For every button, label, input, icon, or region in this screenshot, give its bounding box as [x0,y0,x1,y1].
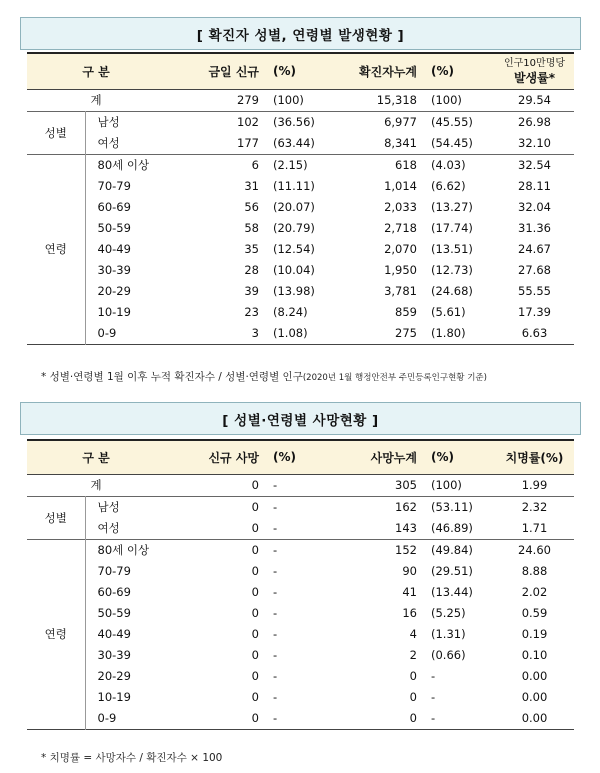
cell-new: 0 [251,500,259,514]
cases-header-row [27,53,574,89]
cell-cum: 4 [409,627,417,641]
cell-cum-pct: (12.73) [431,263,473,277]
cell-rate: 2.02 [521,585,548,599]
table-row [27,603,574,624]
footnote-fatality [41,750,222,765]
cell-rate: 55.55 [518,284,551,298]
cell-new-pct: (20.07) [273,200,315,214]
section2-title: [ 성별·연령별 사망현황 ] [20,402,581,435]
header-new-today: 금일 신규 [165,53,265,89]
cell-cum-pct: (24.68) [431,284,473,298]
cell-cum-pct: (54.45) [431,136,473,150]
header-fatality-rate: 치명률(%) [495,440,574,474]
table-row [27,518,574,540]
header-category: 구 분 [27,440,165,474]
cell-cum-pct: (5.25) [431,606,466,620]
cell-new-pct: (8.24) [273,305,308,319]
cell-new-pct: - [273,585,278,599]
cell-new: 102 [237,115,259,129]
deaths-table [27,439,574,730]
footnote-fatality-main: * 치명률 = 사망자수 / 확진자수 × 100 [41,752,223,764]
table-row [27,323,574,345]
cell-cum-pct: (45.55) [431,115,473,129]
row-label: 10-19 [97,690,131,704]
header-pct: (%) [265,440,337,474]
cell-cum: 1,014 [384,179,417,193]
table-row [27,302,574,323]
table-row [27,133,574,155]
table-row [27,645,574,666]
cell-rate: 24.60 [518,543,551,557]
cases-table [27,52,574,345]
cell-cum-pct: (53.11) [431,500,473,514]
cell-rate: 27.68 [518,263,551,277]
cell-cum-pct: (0.66) [431,648,466,662]
cell-new: 0 [251,690,259,704]
cell-new: 31 [244,179,259,193]
cell-rate: 0.59 [521,606,548,620]
cell-cum: 2,033 [384,200,417,214]
cell-cum-pct: (17.74) [431,221,473,235]
row-label: 30-39 [97,263,131,277]
header-cumulative: 사망누계 [337,440,423,474]
cell-new: 0 [251,543,259,557]
cell-rate: 0.19 [521,627,548,641]
row-label: 20-29 [97,669,131,683]
row-label: 70-79 [97,179,131,193]
cell-new: 6 [251,158,259,172]
row-label: 계 [90,478,102,492]
cell-new-pct: - [273,648,278,662]
cell-new: 28 [244,263,259,277]
table-row [27,239,574,260]
table-row [27,176,574,197]
cell-cum-pct: (46.89) [431,521,473,535]
header-pct2: (%) [423,53,495,89]
cell-cum: 618 [395,158,417,172]
cell-rate: 32.10 [518,136,551,150]
cell-cum: 305 [395,478,417,492]
cell-rate: 26.98 [518,115,551,129]
footnote-incidence [41,369,487,384]
cell-new: 39 [244,284,259,298]
cell-rate: 0.00 [521,669,548,683]
row-label: 남성 [97,500,120,514]
header-rate-line2: 발생률* [513,71,556,86]
cell-cum-pct: (100) [431,93,462,107]
deaths-header-row [27,440,574,474]
cell-cum: 2,070 [384,242,417,256]
cell-new: 0 [251,521,259,535]
cell-cum: 15,318 [376,93,417,107]
cell-cum: 0 [409,690,417,704]
table-row [27,89,574,111]
cell-cum-pct: (13.44) [431,585,473,599]
cell-cum-pct: - [431,711,436,725]
cell-new: 58 [244,221,259,235]
cell-new: 0 [251,585,259,599]
cell-cum-pct: (4.03) [431,158,466,172]
cell-cum: 8,341 [384,136,417,150]
cell-new: 0 [251,564,259,578]
cell-rate: 24.67 [518,242,551,256]
table-row [27,687,574,708]
row-label: 여성 [97,136,120,150]
cell-new: 35 [244,242,259,256]
cell-cum-pct: (13.51) [431,242,473,256]
table-row [27,539,574,561]
header-pct: (%) [265,53,337,89]
cell-cum: 3,781 [384,284,417,298]
row-label: 0-9 [97,326,117,340]
header-category: 구 분 [27,53,165,89]
table-row [27,624,574,645]
cell-rate: 0.00 [521,690,548,704]
group-label-age: 연령 [27,539,85,729]
header-rate [495,53,574,89]
row-label: 0-9 [97,711,117,725]
cell-cum-pct: (49.84) [431,543,473,557]
row-label: 60-69 [97,585,131,599]
row-label: 50-59 [97,606,131,620]
table-row [27,561,574,582]
row-label: 40-49 [97,242,131,256]
footnote-incidence-main: * 성별·연령별 1월 이후 누적 확진자수 / 성별·연령별 인구 [41,371,303,383]
cell-new: 23 [244,305,259,319]
header-cumulative: 확진자누계 [337,53,423,89]
row-label: 10-19 [97,305,131,319]
cell-rate: 1.99 [521,478,548,492]
cell-cum-pct: - [431,669,436,683]
cell-rate: 8.88 [521,564,548,578]
table-row [27,582,574,603]
cell-new: 279 [237,93,259,107]
cell-rate: 2.32 [521,500,548,514]
table-row [27,474,574,496]
cell-cum: 41 [402,585,417,599]
table-row [27,260,574,281]
cell-cum-pct: (13.27) [431,200,473,214]
section1-title: [ 확진자 성별, 연령별 발생현황 ] [20,17,581,50]
cell-cum-pct: (6.62) [431,179,466,193]
cell-new-pct: - [273,521,278,535]
cell-cum: 90 [402,564,417,578]
cell-new-pct: - [273,606,278,620]
row-label: 남성 [97,115,120,129]
header-new-deaths: 신규 사망 [165,440,265,474]
cell-new-pct: (63.44) [273,136,315,150]
header-rate-line1: 인구10만명당 [503,58,566,70]
cell-cum: 6,977 [384,115,417,129]
cell-cum-pct: (100) [431,478,462,492]
row-label: 70-79 [97,564,131,578]
cell-new: 0 [251,627,259,641]
cell-rate: 17.39 [518,305,551,319]
cell-cum: 0 [409,669,417,683]
cell-rate: 28.11 [518,179,551,193]
table-row [27,496,574,518]
footnote-incidence-source: (2020년 1월 행정안전부 주민등록인구현황 기준) [302,373,487,383]
cell-cum: 162 [395,500,417,514]
cell-new-pct: - [273,669,278,683]
row-label: 60-69 [97,200,131,214]
cell-cum: 2 [409,648,417,662]
cell-new: 177 [237,136,259,150]
table-row [27,218,574,239]
cell-new-pct: - [273,711,278,725]
cell-rate: 32.04 [518,200,551,214]
cell-rate: 29.54 [518,93,551,107]
group-label-sex: 성별 [27,496,85,539]
cell-cum: 0 [409,711,417,725]
row-label: 40-49 [97,627,131,641]
cell-new-pct: (11.11) [273,179,315,193]
cell-new: 0 [251,648,259,662]
cell-new-pct: (100) [273,93,304,107]
cell-new-pct: - [273,500,278,514]
table-row [27,666,574,687]
cell-new-pct: - [273,690,278,704]
cell-new-pct: (10.04) [273,263,315,277]
cell-new-pct: (12.54) [273,242,315,256]
cell-new: 56 [244,200,259,214]
cell-cum: 2,718 [384,221,417,235]
table-row [27,111,574,133]
row-label: 여성 [97,521,120,535]
row-label: 계 [90,93,102,107]
cell-rate: 6.63 [521,326,548,340]
cell-rate: 1.71 [521,521,548,535]
cell-cum: 275 [395,326,417,340]
cell-new-pct: (36.56) [273,115,315,129]
row-label: 80세 이상 [97,158,150,172]
row-label: 50-59 [97,221,131,235]
cell-new: 3 [251,326,259,340]
header-pct2: (%) [423,440,495,474]
cell-cum-pct: (1.31) [431,627,466,641]
row-label: 30-39 [97,648,131,662]
cell-rate: 0.10 [521,648,548,662]
cell-new-pct: (20.79) [273,221,315,235]
cell-rate: 0.00 [521,711,548,725]
cell-cum: 859 [395,305,417,319]
cell-cum-pct: (29.51) [431,564,473,578]
cell-new: 0 [251,478,259,492]
cell-new-pct: (1.08) [273,326,308,340]
cell-cum: 16 [402,606,417,620]
cell-new-pct: (2.15) [273,158,308,172]
cell-rate: 31.36 [518,221,551,235]
cell-cum: 143 [395,521,417,535]
cell-cum-pct: (5.61) [431,305,466,319]
cell-rate: 32.54 [518,158,551,172]
cell-new-pct: - [273,478,278,492]
cell-cum-pct: - [431,690,436,704]
cell-new-pct: - [273,564,278,578]
cell-new: 0 [251,669,259,683]
table-row [27,197,574,218]
group-label-age: 연령 [27,154,85,344]
table-row [27,281,574,302]
cell-new-pct: - [273,543,278,557]
cell-cum: 152 [395,543,417,557]
table-row [27,708,574,730]
cell-new-pct: - [273,627,278,641]
cell-new: 0 [251,711,259,725]
row-label: 80세 이상 [97,543,150,557]
table-row [27,154,574,176]
cell-new: 0 [251,606,259,620]
cell-cum: 1,950 [384,263,417,277]
cell-new-pct: (13.98) [273,284,315,298]
row-label: 20-29 [97,284,131,298]
group-label-sex: 성별 [27,111,85,154]
cell-cum-pct: (1.80) [431,326,466,340]
